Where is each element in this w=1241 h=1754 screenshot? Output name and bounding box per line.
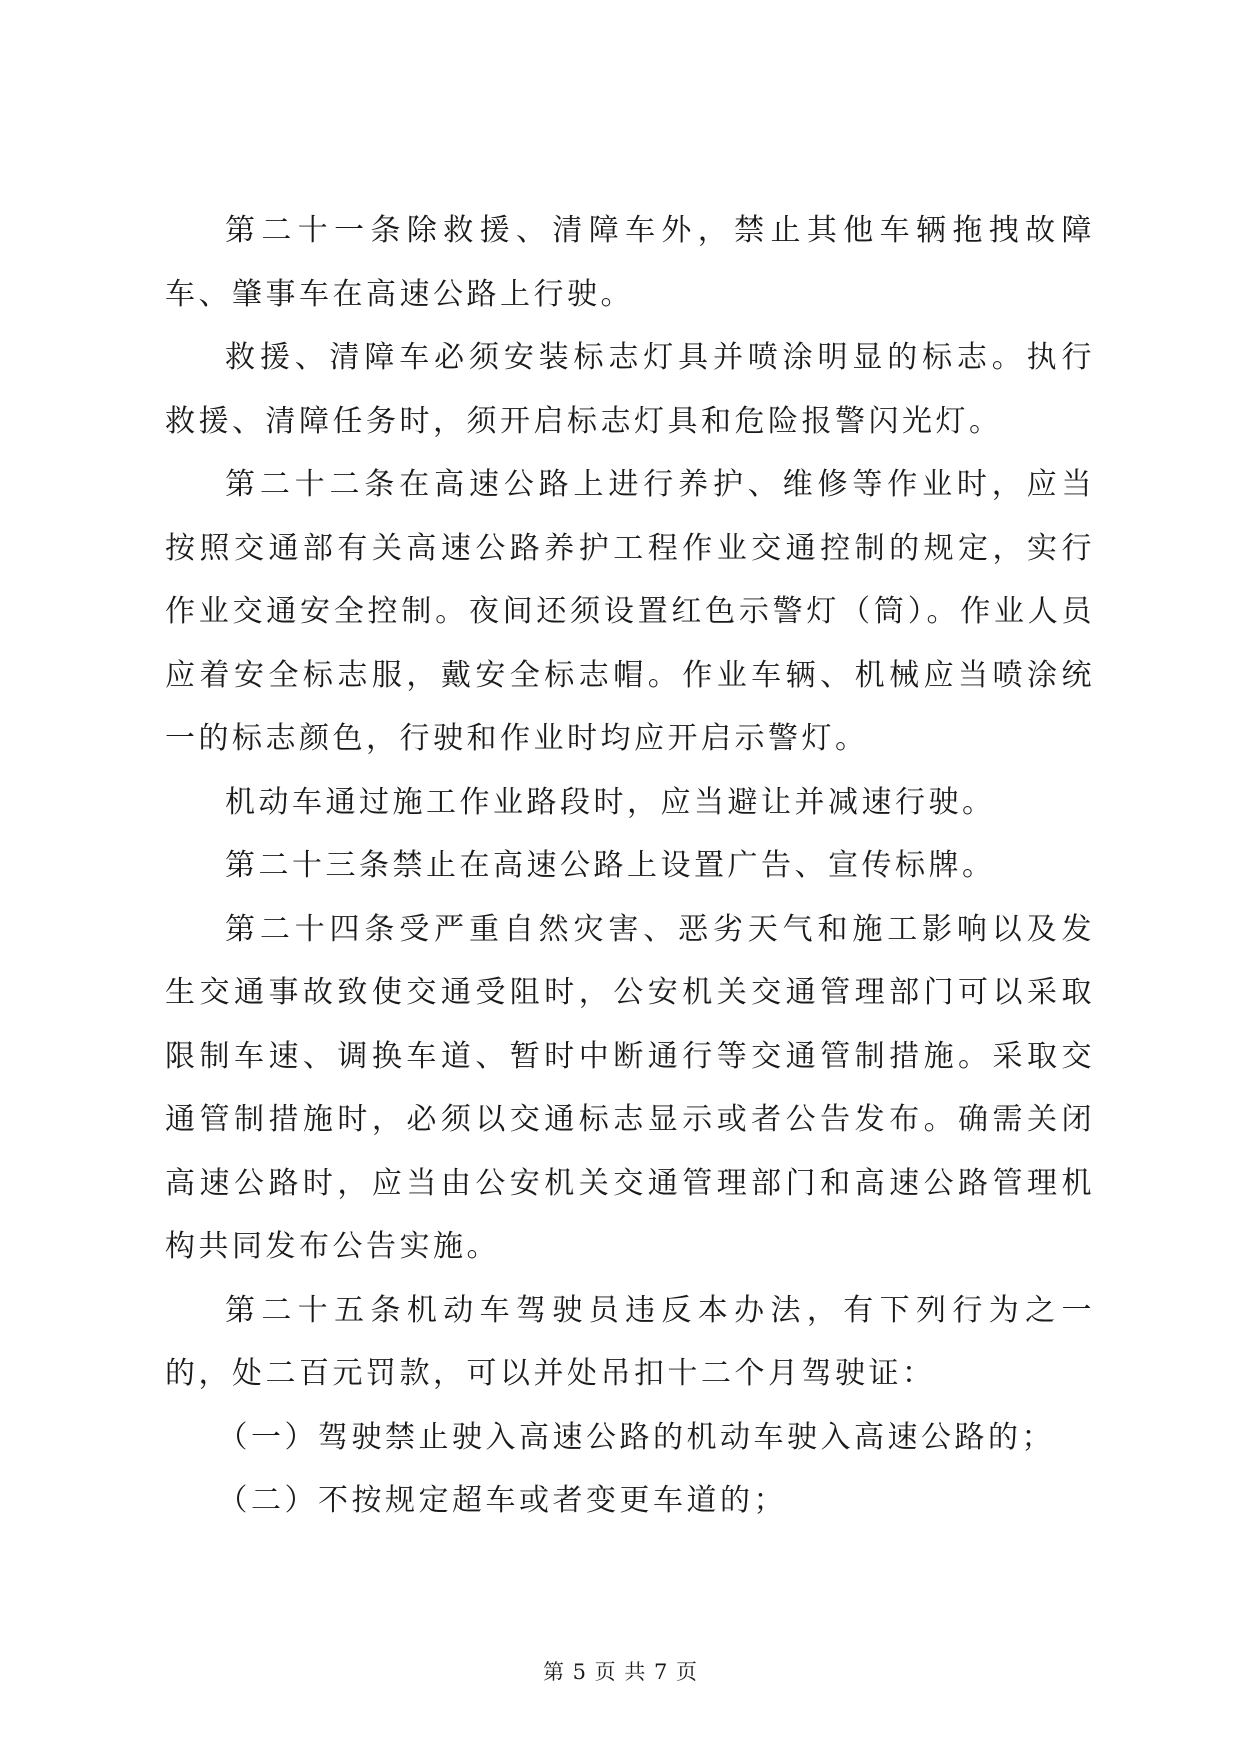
paragraph-article-21: 第二十一条除救援、清障车外，禁止其他车辆拖拽故障车、肇事车在高速公路上行驶。 <box>165 213 1095 312</box>
page-number-footer: 第 5 页 共 7 页 <box>542 1660 699 1684</box>
paragraph-article-25: 第二十五条机动车驾驶员违反本办法，有下列行为之一的，处二百元罚款，可以并处吊扣十二个月驾驶证： <box>165 1292 1095 1391</box>
paragraph-article-23: 第二十三条禁止在高速公路上设置广告、宣传标牌。 <box>225 848 996 883</box>
list-item-2: （二）不按规定超车或者变更车道的； <box>217 1483 787 1518</box>
paragraph-rescue-vehicles: 救援、清障车必须安装标志灯具并喷涂明显的标志。执行救援、清障任务时，须开启标志灯具和危险报警闪光灯。 <box>165 340 1095 439</box>
paragraph-article-24: 第二十四条受严重自然灾害、恶劣天气和施工影响以及发生交通事故致使交通受阻时，公安机关交通管理部门可以采取限制车速、调换车道、暂时中断通行等交通管制措施。采取交通管制措施时，必须以交通标志显示或者公告发布。确需关闭高速公路时，应当由公安机关交通管理部门和高速公路管理机构共同发布公告实施。 <box>165 911 1095 1264</box>
list-item-1: （一）驾驶禁止驶入高速公路的机动车驶入高速公路的； <box>217 1419 1055 1455</box>
paragraph-construction-sections: 机动车通过施工作业路段时，应当避让并减速行驶。 <box>225 784 996 820</box>
body-text <box>165 199 1095 1533</box>
paragraph-article-22: 第二十二条在高速公路上进行养护、维修等作业时，应当按照交通部有关高速公路养护工程作业交通控制的规定，实行作业交通安全控制。夜间还须设置红色示警灯（筒）。作业人员应着安全标志服，戴安全标志帽。作业车辆、机械应当喷涂统一的标志颜色，行驶和作业时均应开启示警灯。 <box>165 467 1095 756</box>
